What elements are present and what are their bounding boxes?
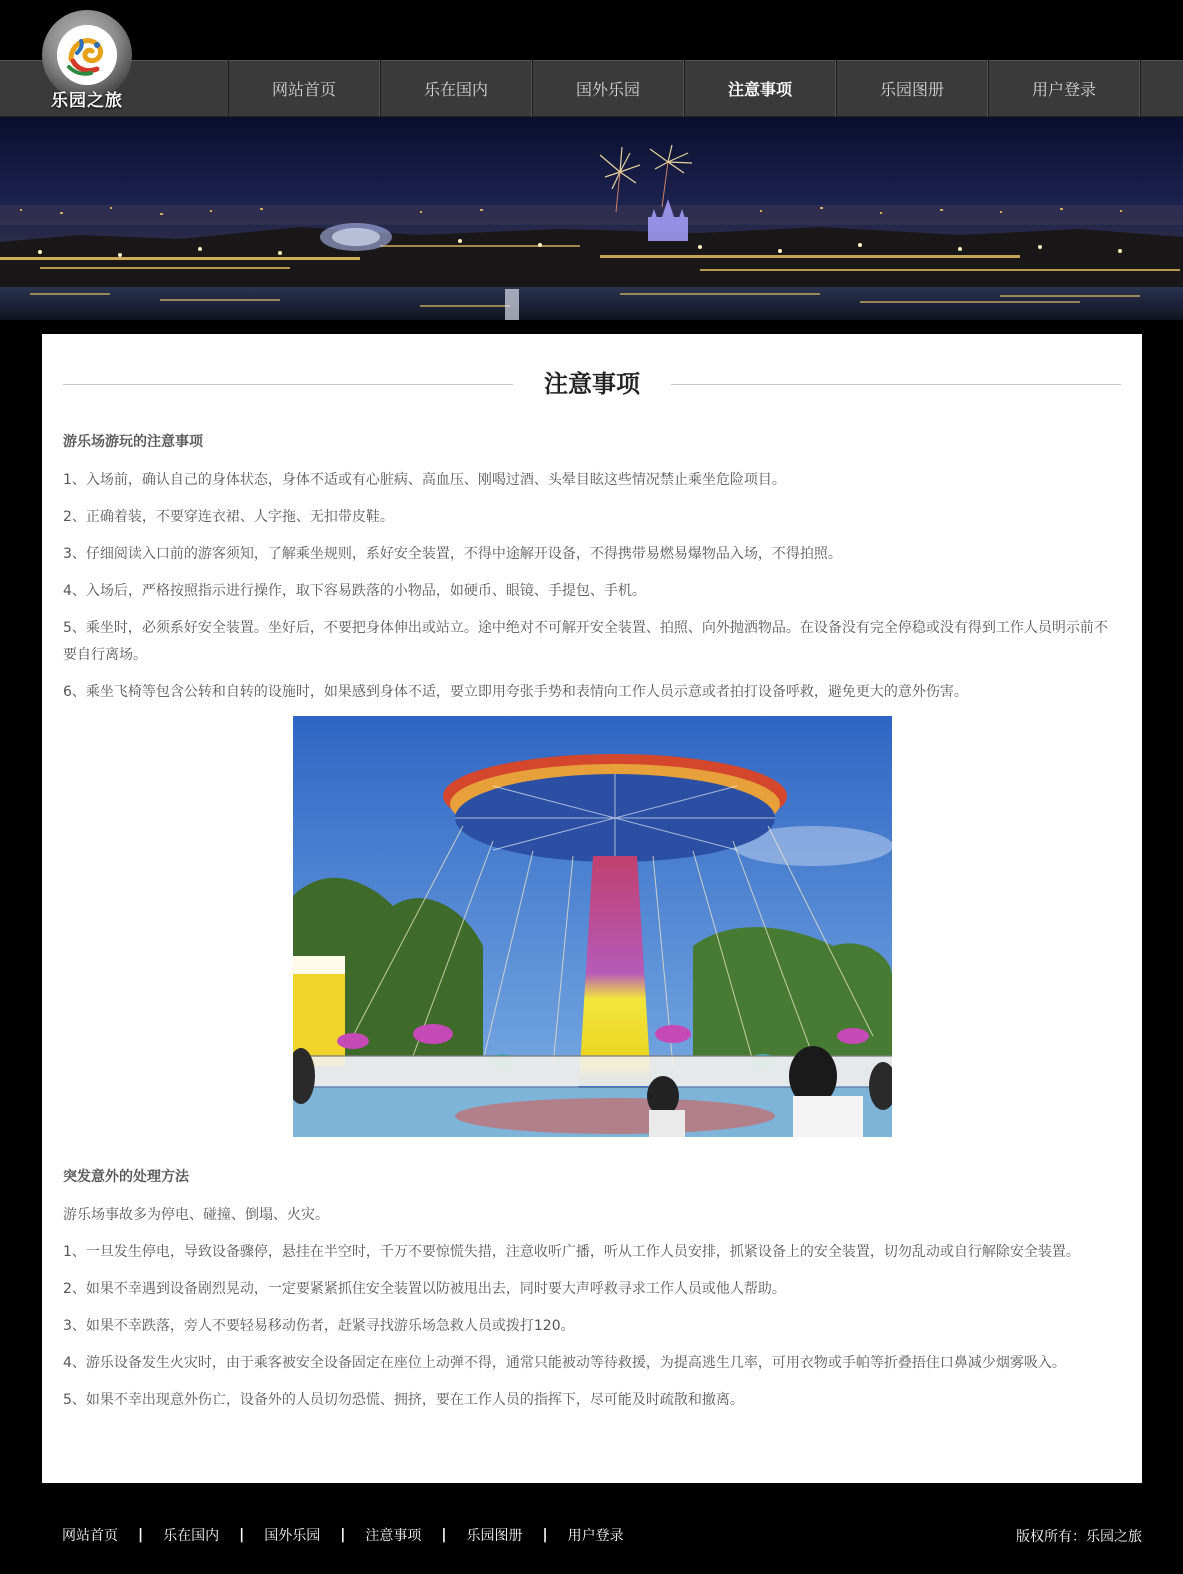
header bbox=[0, 0, 1183, 117]
nav-item-gallery[interactable]: 乐园图册 bbox=[836, 60, 988, 117]
footer-separator: | bbox=[138, 1527, 144, 1543]
emergency-item: 5、如果不幸出现意外伤亡，设备外的人员切勿恐慌、拥挤，要在工作人员的指挥下，尽可能及时疏散和撤离。 bbox=[63, 1392, 744, 1408]
nav-item-notices[interactable]: 注意事项 bbox=[684, 60, 836, 117]
emergency-item: 1、一旦发生停电，导致设备骤停，悬挂在半空时，千万不要惊慌失措，注意收听广播，听从工作人员安排，抓紧设备上的安全装置，切勿乱动或自行解除安全装置。 bbox=[63, 1244, 1080, 1260]
precaution-item: 2、正确着装，不要穿连衣裙、人字拖、无扣带皮鞋。 bbox=[63, 509, 394, 525]
swing-ride-photo bbox=[293, 716, 892, 1137]
banner-night-park-image bbox=[0, 117, 1183, 320]
nav-item-overseas[interactable]: 国外乐园 bbox=[532, 60, 684, 117]
site-logo[interactable] bbox=[42, 10, 132, 110]
precaution-item: 1、入场前，确认自己的身体状态，身体不适或有心脏病、高血压、刚喝过酒、头晕目眩这些情况禁止乘坐危险项目。 bbox=[63, 472, 786, 488]
section-title-precautions: 游乐场游玩的注意事项 bbox=[63, 434, 203, 450]
footer-link-home[interactable]: 网站首页 bbox=[62, 1528, 118, 1544]
emergency-item: 2、如果不幸遇到设备剧烈晃动，一定要紧紧抓住安全装置以防被甩出去，同时要大声呼救寻求工作人员或他人帮助。 bbox=[63, 1281, 786, 1297]
precaution-item: 4、入场后，严格按照指示进行操作，取下容易跌落的小物品，如硬币、眼镜、手提包、手机。 bbox=[63, 583, 646, 599]
footer-link-overseas[interactable]: 国外乐园 bbox=[264, 1528, 321, 1544]
title-divider-right bbox=[671, 384, 1121, 385]
emergency-item: 4、游乐设备发生火灾时，由于乘客被安全设备固定在座位上动弹不得，通常只能被动等待救援，为提高逃生几率，可用衣物或手帕等折叠捂住口鼻减少烟雾吸入。 bbox=[63, 1355, 1066, 1371]
precaution-item: 6、乘坐飞椅等包含公转和自转的设施时，如果感到身体不适，要立即用夸张手势和表情向工作人员示意或者拍打设备呼救，避免更大的意外伤害。 bbox=[63, 684, 968, 700]
footer-link-domestic[interactable]: 乐在国内 bbox=[163, 1528, 220, 1544]
nav-item-home[interactable]: 网站首页 bbox=[228, 60, 380, 117]
page-title: 注意事项 bbox=[544, 370, 640, 398]
logo-text: 乐园之旅 bbox=[51, 91, 123, 111]
logo-emblem-icon bbox=[57, 25, 117, 85]
precaution-item: 3、仔细阅读入口前的游客须知，了解乘坐规则，系好安全装置，不得中途解开设备，不得携带易燃易爆物品入场，不得拍照。 bbox=[63, 546, 842, 562]
footer-separator: | bbox=[441, 1527, 447, 1543]
copyright-text: 版权所有：乐园之旅 bbox=[1016, 1529, 1142, 1545]
emergency-intro: 游乐场事故多为停电、碰撞、倒塌、火灾。 bbox=[63, 1207, 329, 1223]
footer-separator: | bbox=[542, 1527, 548, 1543]
title-row bbox=[63, 334, 1121, 430]
footer-link-login[interactable]: 用户登录 bbox=[567, 1528, 624, 1544]
precaution-item: 5、乘坐时，必须系好安全装置。坐好后，不要把身体伸出或站立。途中绝对不可解开安全装置、拍照、向外抛洒物品。在设备没有完全停稳或没有得到工作人员明示前不要自行离场。 bbox=[63, 620, 1108, 663]
footer-separator: | bbox=[340, 1527, 346, 1543]
nav-item-domestic[interactable]: 乐在国内 bbox=[380, 60, 532, 117]
footer-link-gallery[interactable]: 乐园图册 bbox=[466, 1528, 523, 1544]
section-title-emergency: 突发意外的处理方法 bbox=[63, 1169, 189, 1185]
footer bbox=[62, 1520, 1142, 1550]
footer-separator: | bbox=[239, 1527, 245, 1543]
main-nav bbox=[228, 60, 1183, 117]
footer-link-notices[interactable]: 注意事项 bbox=[365, 1528, 422, 1544]
main-content bbox=[42, 334, 1142, 1483]
emergency-item: 3、如果不幸跌落，旁人不要轻易移动伤者，赶紧寻找游乐场急救人员或拨打120。 bbox=[63, 1318, 575, 1334]
nav-item-login[interactable]: 用户登录 bbox=[988, 60, 1140, 117]
nav-end-cap bbox=[1140, 60, 1183, 117]
